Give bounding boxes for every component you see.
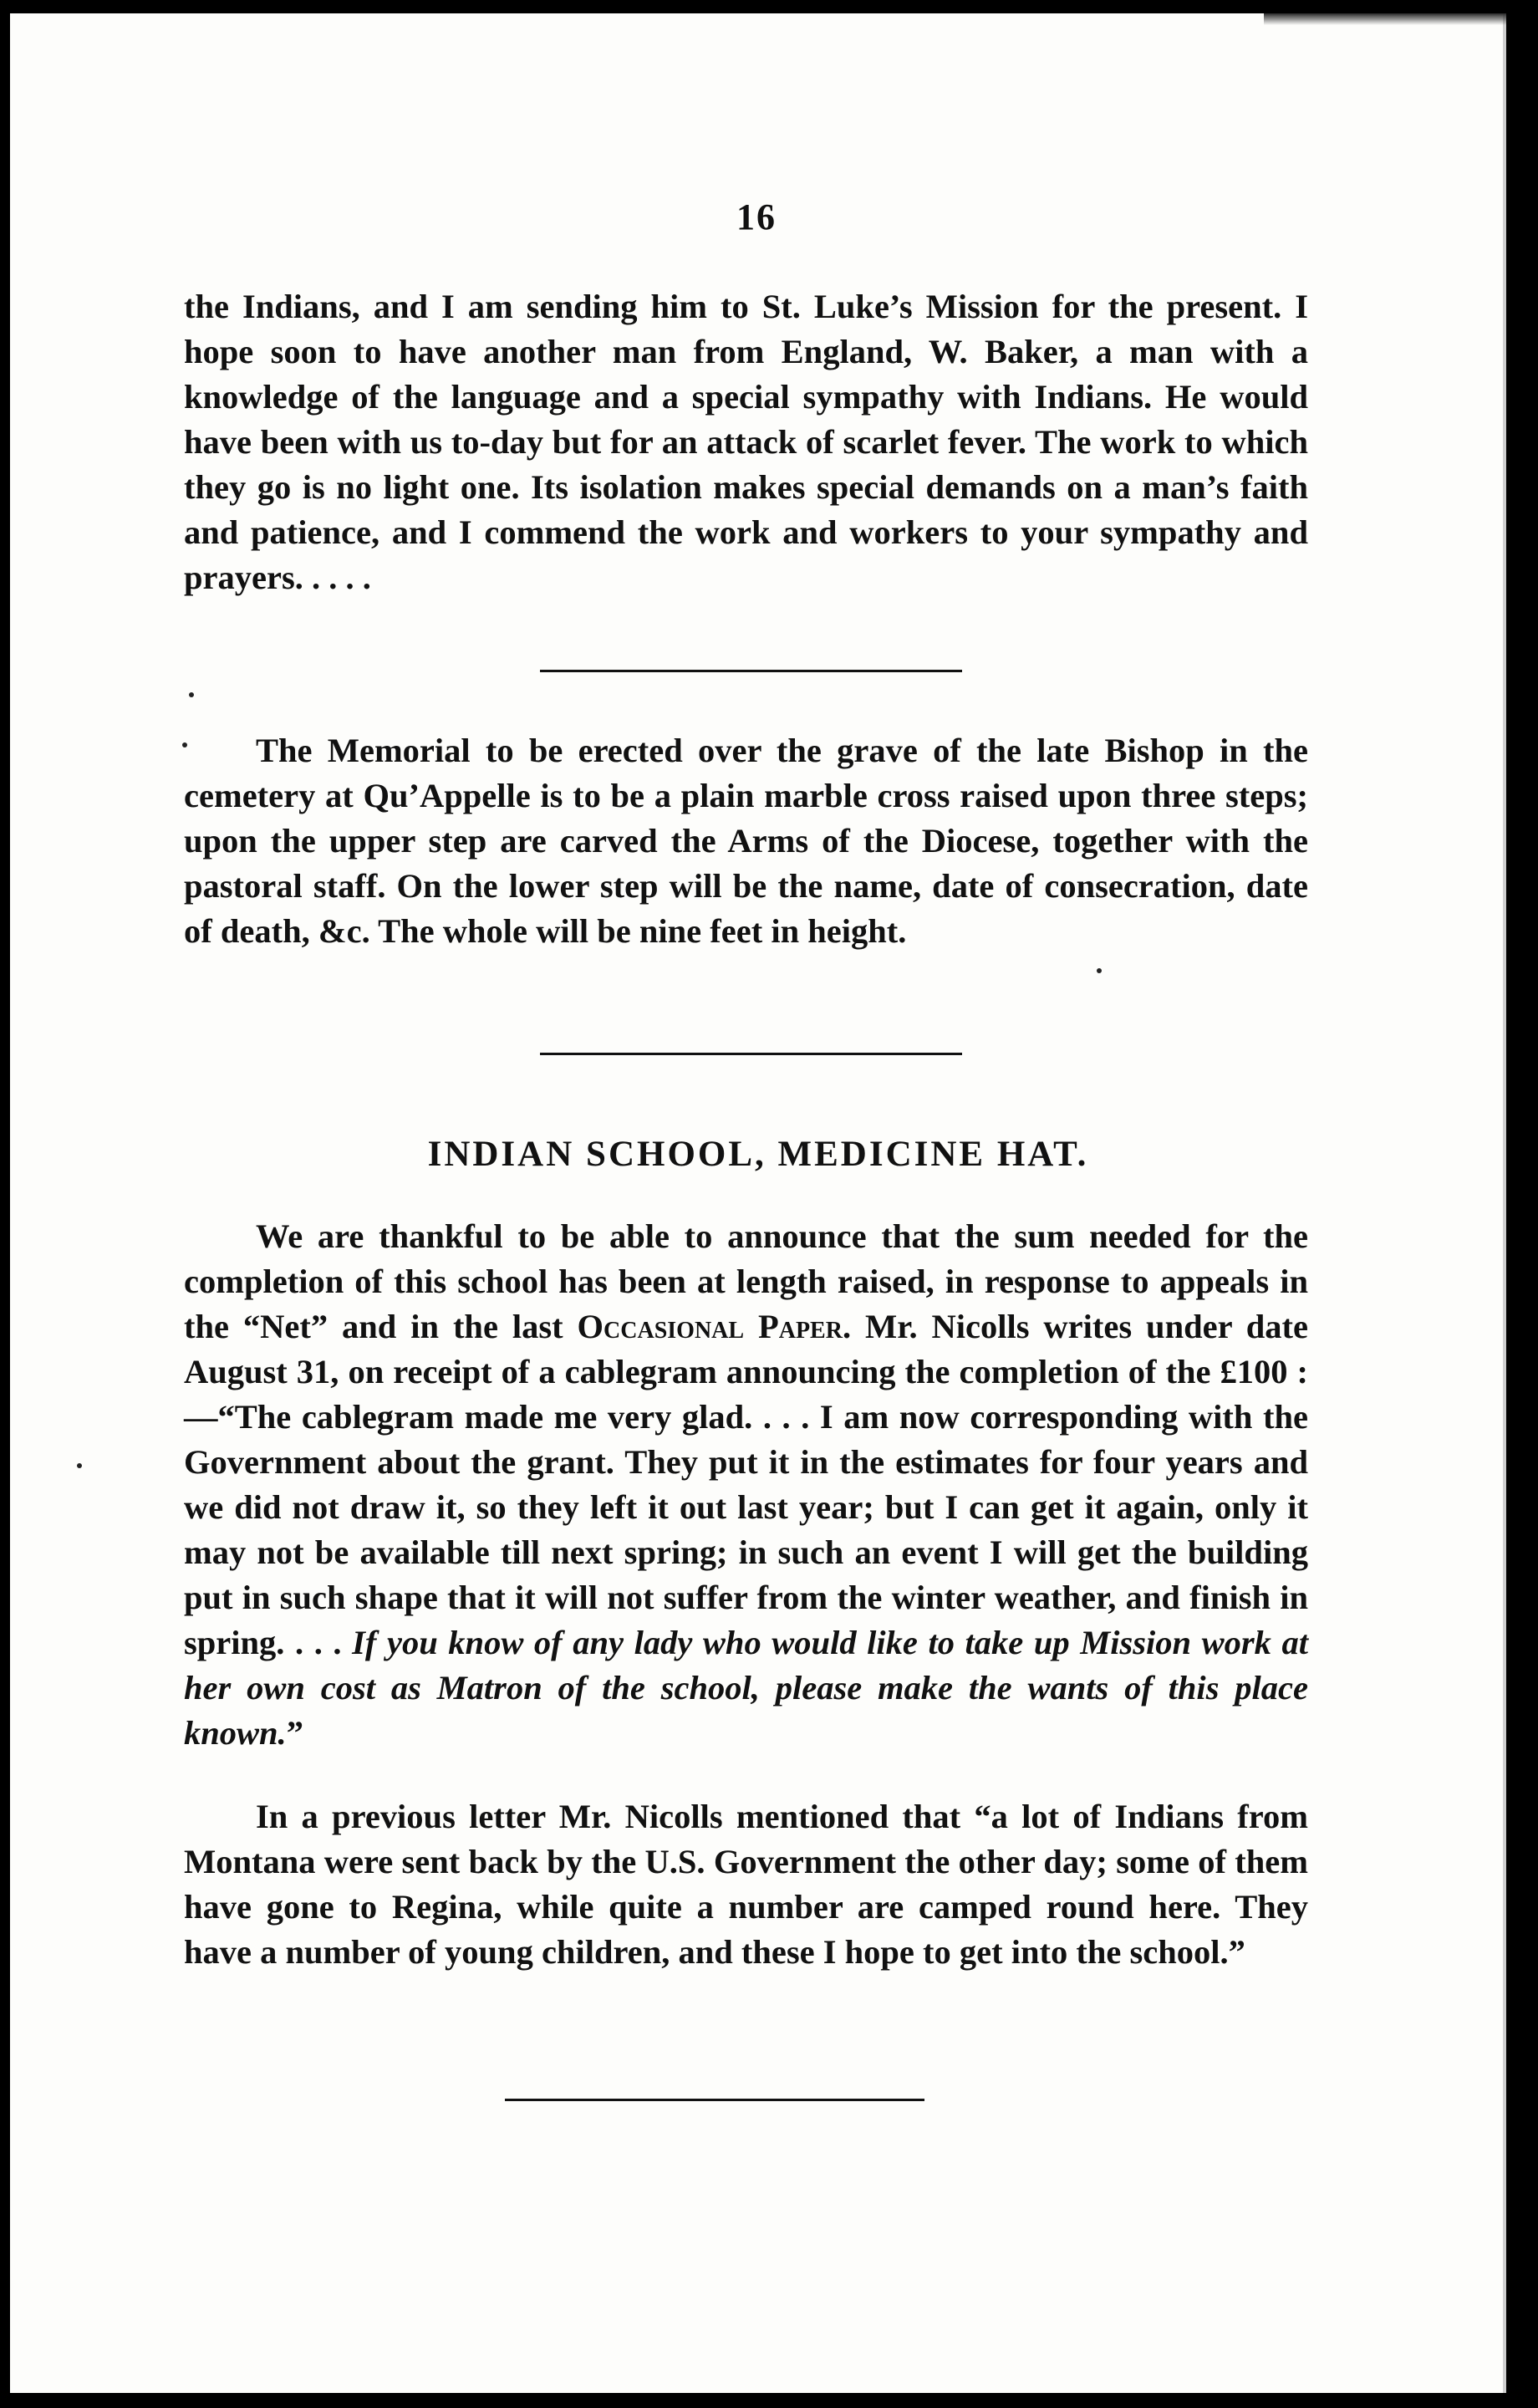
- section-divider: [540, 670, 962, 672]
- scan-speck: [182, 742, 187, 747]
- italic-appeal: If you know of any lady who would like to take up Mission work at her own cost as Matron of the school, please make the wants of this place known.: [184, 1624, 1308, 1752]
- scan-speck: [189, 692, 194, 697]
- text-run: We are thankful to be able to announce that the sum needed for the completion of this school has been at length raised, in response to appeals in the “Net” and in the last: [184, 1217, 1308, 1345]
- scan-speck: [77, 1463, 82, 1468]
- text-run: . Mr. Nicolls writes under date August 31, on receipt of a cablegram announcing the completion of the £100 :—“The cablegram made me very glad. . . . I am now corresponding with the Government about the grant. They put it in the estimates for four years and we did not draw it, so they left it out last year; but I can get it again, only it may not be available till next spring; in such an event I will get the building put in such shape that it will not suffer from the winter weather, and finish in spring. . . .: [184, 1308, 1308, 1661]
- paragraph-indian-school: [184, 1214, 1308, 1756]
- scan-speck: [1097, 968, 1102, 973]
- paragraph-text: the Indians, and I am sending him to St. Luke’s Mission for the present. I hope soon to have another man from England, W. Baker, a man with a knowledge of the language and a special sympathy with Indians. He would have been with us to-day but for an attack of scarlet fever. The work to which they go is no light one. Its isolation makes special demands on a man’s faith and patience, and I commend the work and workers to your sympathy and prayers. . . . .: [184, 288, 1308, 596]
- section-heading: INDIAN SCHOOL, MEDICINE HAT.: [427, 1135, 1089, 1174]
- paragraph-memorial: [184, 728, 1308, 954]
- scanned-page: [10, 13, 1506, 2393]
- section-divider: [505, 2099, 924, 2101]
- section-divider: [540, 1053, 962, 1055]
- paragraph-text: The Memorial to be erected over the grave of the late Bishop in the cemetery at Qu’Appelle is to be a plain marble cross raised upon three steps; upon the upper step are carved the Arms of the Diocese, together with the pastoral staff. On the lower step will be the name, date of consecration, date of death, &c. The whole will be nine feet in height.: [184, 732, 1308, 950]
- scan-edge-shadow: [1264, 13, 1506, 25]
- paragraph-montana-indians: [184, 1794, 1308, 1975]
- paragraph-bishop-letter-end: [184, 284, 1308, 600]
- paragraph-text: [184, 1214, 1308, 1756]
- closing-quote: ”: [286, 1714, 303, 1752]
- publication-title: Occasional Paper: [577, 1308, 843, 1345]
- page-number: 16: [736, 196, 777, 237]
- paragraph-text: In a previous letter Mr. Nicolls mentioned that “a lot of Indians from Montana were sent back by the U.S. Government the other day; some of them have gone to Regina, while quite a number are camped round here. They have a number of young children, and these I hope to get into the school.”: [184, 1798, 1308, 1971]
